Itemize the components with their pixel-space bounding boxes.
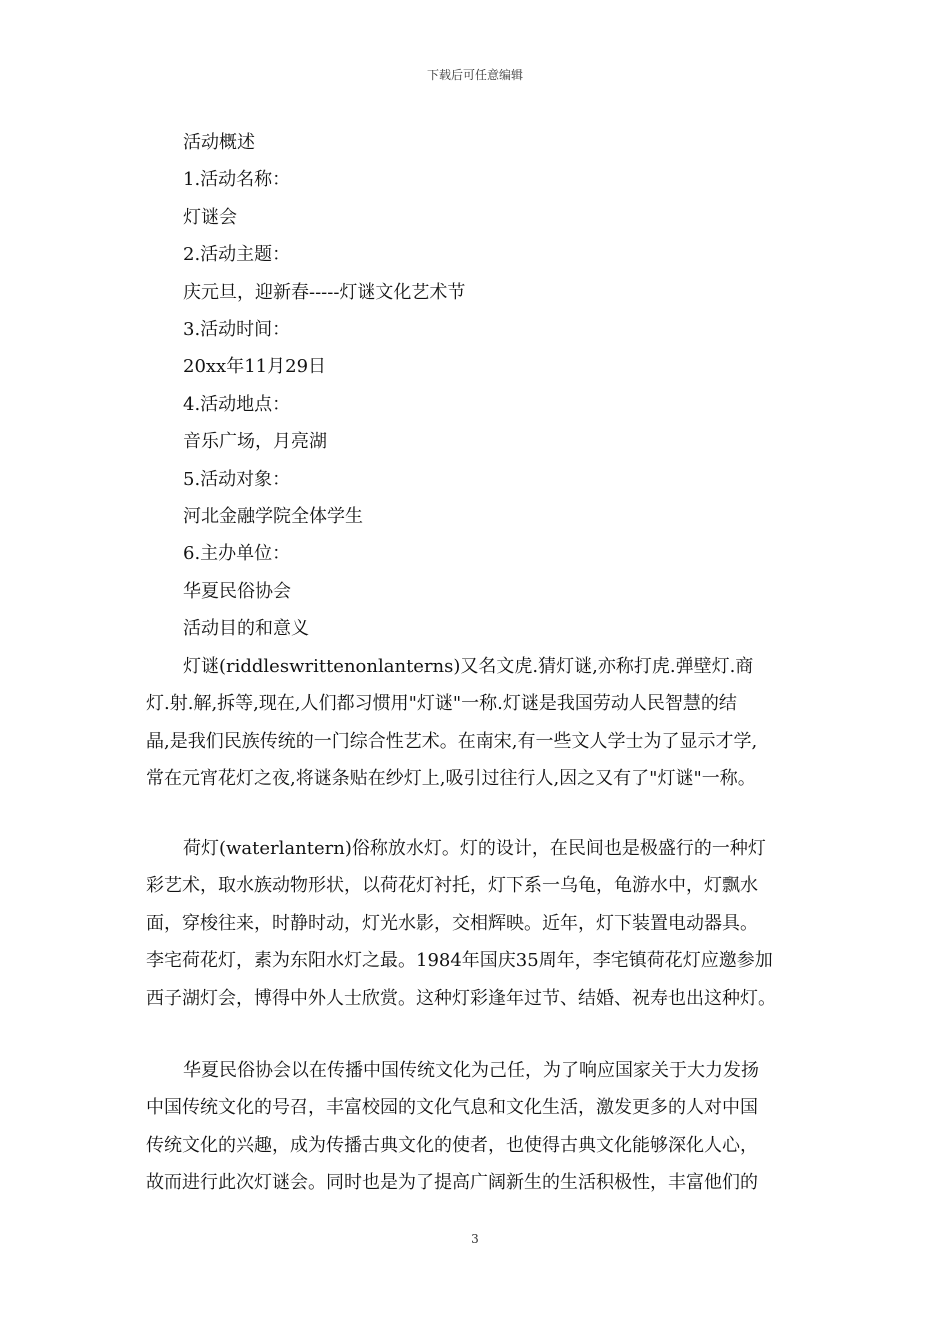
item-value: 20xx年11月29日: [183, 356, 327, 378]
paragraph-line: 故而进行此次灯谜会。同时也是为了提高广阔新生的生活积极性，丰富他们的: [146, 1172, 758, 1194]
paragraph-water-lanterns: [146, 830, 826, 1017]
item-value: 庆元旦，迎新春-----灯谜文化艺术节: [183, 281, 466, 303]
paragraph-line: 灯.射.解,拆等,现在,人们都习惯用"灯谜"一称.灯谜是我国劳动人民智慧的结: [146, 693, 737, 715]
paragraph-line: 彩艺术，取水族动物形状，以荷花灯衬托，灯下系一乌龟，龟游水中，灯飘水: [146, 875, 758, 897]
paragraph-line: 灯谜(riddleswrittenonlanterns)又名文虎.猜灯谜,亦称打虎.弹壁灯.商: [183, 656, 754, 677]
section-heading: 活动目的和意义: [183, 618, 309, 640]
paragraph-line: 晶,是我们民族传统的一门综合性艺术。在南宋,有一些文人学士为了显示才学,: [146, 730, 758, 752]
paragraph-line: 中国传统文化的号召，丰富校园的文化气息和文化生活，激发更多的人对中国: [146, 1097, 758, 1119]
paragraph-lantern-riddles: [146, 648, 826, 798]
paragraph-line: 常在元宵花灯之夜,将谜条贴在纱灯上,吸引过往行人,因之又有了"灯谜"一称。: [146, 768, 756, 790]
item-label: 4.活动地点：: [183, 393, 291, 415]
paragraph-line: 西子湖灯会，博得中外人士欣赏。这种灯彩逢年过节、结婚、祝寿也出这种灯。: [146, 987, 776, 1009]
item-label: 1.活动名称：: [183, 169, 291, 191]
item-value: 音乐广场，月亮湖: [183, 431, 327, 453]
item-label: 6.主办单位：: [183, 543, 291, 565]
page-number: 3: [471, 1232, 479, 1246]
page-header: 下载后可任意编辑: [426, 68, 523, 82]
paragraph-line: 李宅荷花灯，素为东阳水灯之最。1984年国庆35周年，李宅镇荷花灯应邀参加: [146, 950, 773, 972]
item-label: 3.活动时间：: [183, 318, 291, 340]
paragraph-line: 华夏民俗协会以在传播中国传统文化为己任，为了响应国家关于大力发扬: [183, 1060, 759, 1081]
section-heading: 活动概述: [183, 132, 255, 153]
paragraph-line: 传统文化的兴趣，成为传播古典文化的使者，也使得古典文化能够深化人心，: [146, 1134, 758, 1156]
paragraph-line: 面，穿梭往来，时静时动，灯光水影，交相辉映。近年，灯下装置电动器具。: [146, 912, 758, 934]
paragraph-association-purpose: [146, 1052, 826, 1202]
item-label: 2.活动主题：: [183, 244, 291, 266]
item-value: 灯谜会: [183, 206, 237, 228]
item-value: 河北金融学院全体学生: [183, 505, 363, 527]
item-value: 华夏民俗协会: [183, 580, 291, 602]
outline-section: [183, 124, 823, 647]
paragraph-line: 荷灯(waterlantern)俗称放水灯。灯的设计，在民间也是极盛行的一种灯: [183, 838, 766, 859]
item-label: 5.活动对象：: [183, 468, 291, 490]
